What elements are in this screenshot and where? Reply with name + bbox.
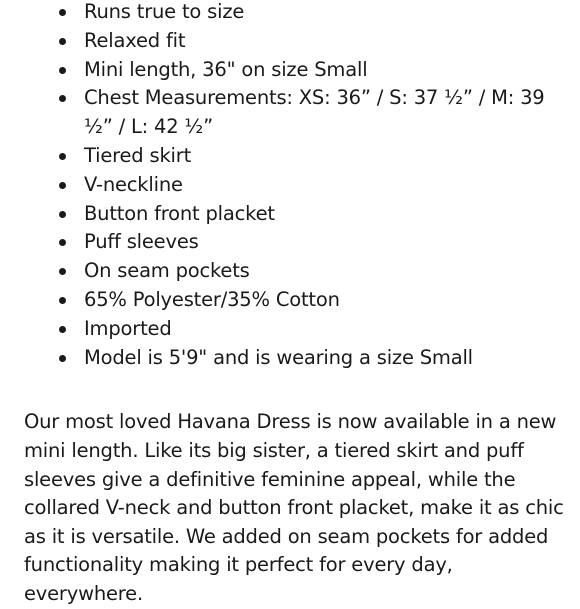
list-item-text: Mini length, 36" on size Small — [84, 57, 368, 81]
list-item — [0, 228, 580, 257]
list-item-text: Imported — [84, 316, 172, 340]
list-item — [0, 0, 580, 27]
bullet-icon — [59, 182, 66, 189]
list-item — [0, 142, 580, 171]
list-item — [0, 286, 580, 315]
list-item-text: 65% Polyester/35% Cotton — [84, 287, 340, 311]
bullet-icon — [59, 297, 66, 304]
list-item — [0, 27, 580, 56]
list-item — [0, 171, 580, 200]
list-item-text: On seam pockets — [84, 259, 250, 283]
list-item-text: Model is 5'9" and is wearing a size Small — [84, 345, 473, 369]
list-item-text: Chest Measurements: XS: 36” / S: 37 ½” / M: 39 ½” / L: 42 ½” — [84, 86, 545, 139]
list-item-text: Runs true to size — [84, 0, 245, 23]
bullet-icon — [59, 153, 66, 160]
list-item-text: Relaxed fit — [84, 28, 186, 52]
bullet-icon — [59, 355, 66, 362]
bullet-icon — [59, 211, 66, 218]
list-item — [0, 315, 580, 344]
list-item — [0, 344, 580, 373]
list-item — [0, 200, 580, 229]
bullet-icon — [59, 268, 66, 275]
bullet-icon — [59, 38, 66, 45]
bullet-icon — [59, 326, 66, 333]
bullet-icon — [59, 9, 66, 16]
list-item-text: Button front placket — [84, 201, 275, 225]
list-item — [0, 84, 580, 142]
bullet-icon — [59, 67, 66, 74]
bullet-icon — [59, 95, 66, 102]
list-item — [0, 56, 580, 85]
product-description: Our most loved Havana Dress is now available in a new mini length. Like its big sister, a tiered skirt and puff sleeves give a definitive feminine appeal, while the collared V-neck and button front placket, make it as chic as it is versatile. We added on seam pockets for added functionality making it perfect for every day, everywhere. — [24, 410, 564, 605]
list-item — [0, 257, 580, 286]
list-item-text: V-neckline — [84, 172, 183, 196]
list-item-text: Puff sleeves — [84, 230, 199, 254]
list-item-text: Tiered skirt — [84, 143, 192, 167]
bullet-icon — [59, 239, 66, 246]
